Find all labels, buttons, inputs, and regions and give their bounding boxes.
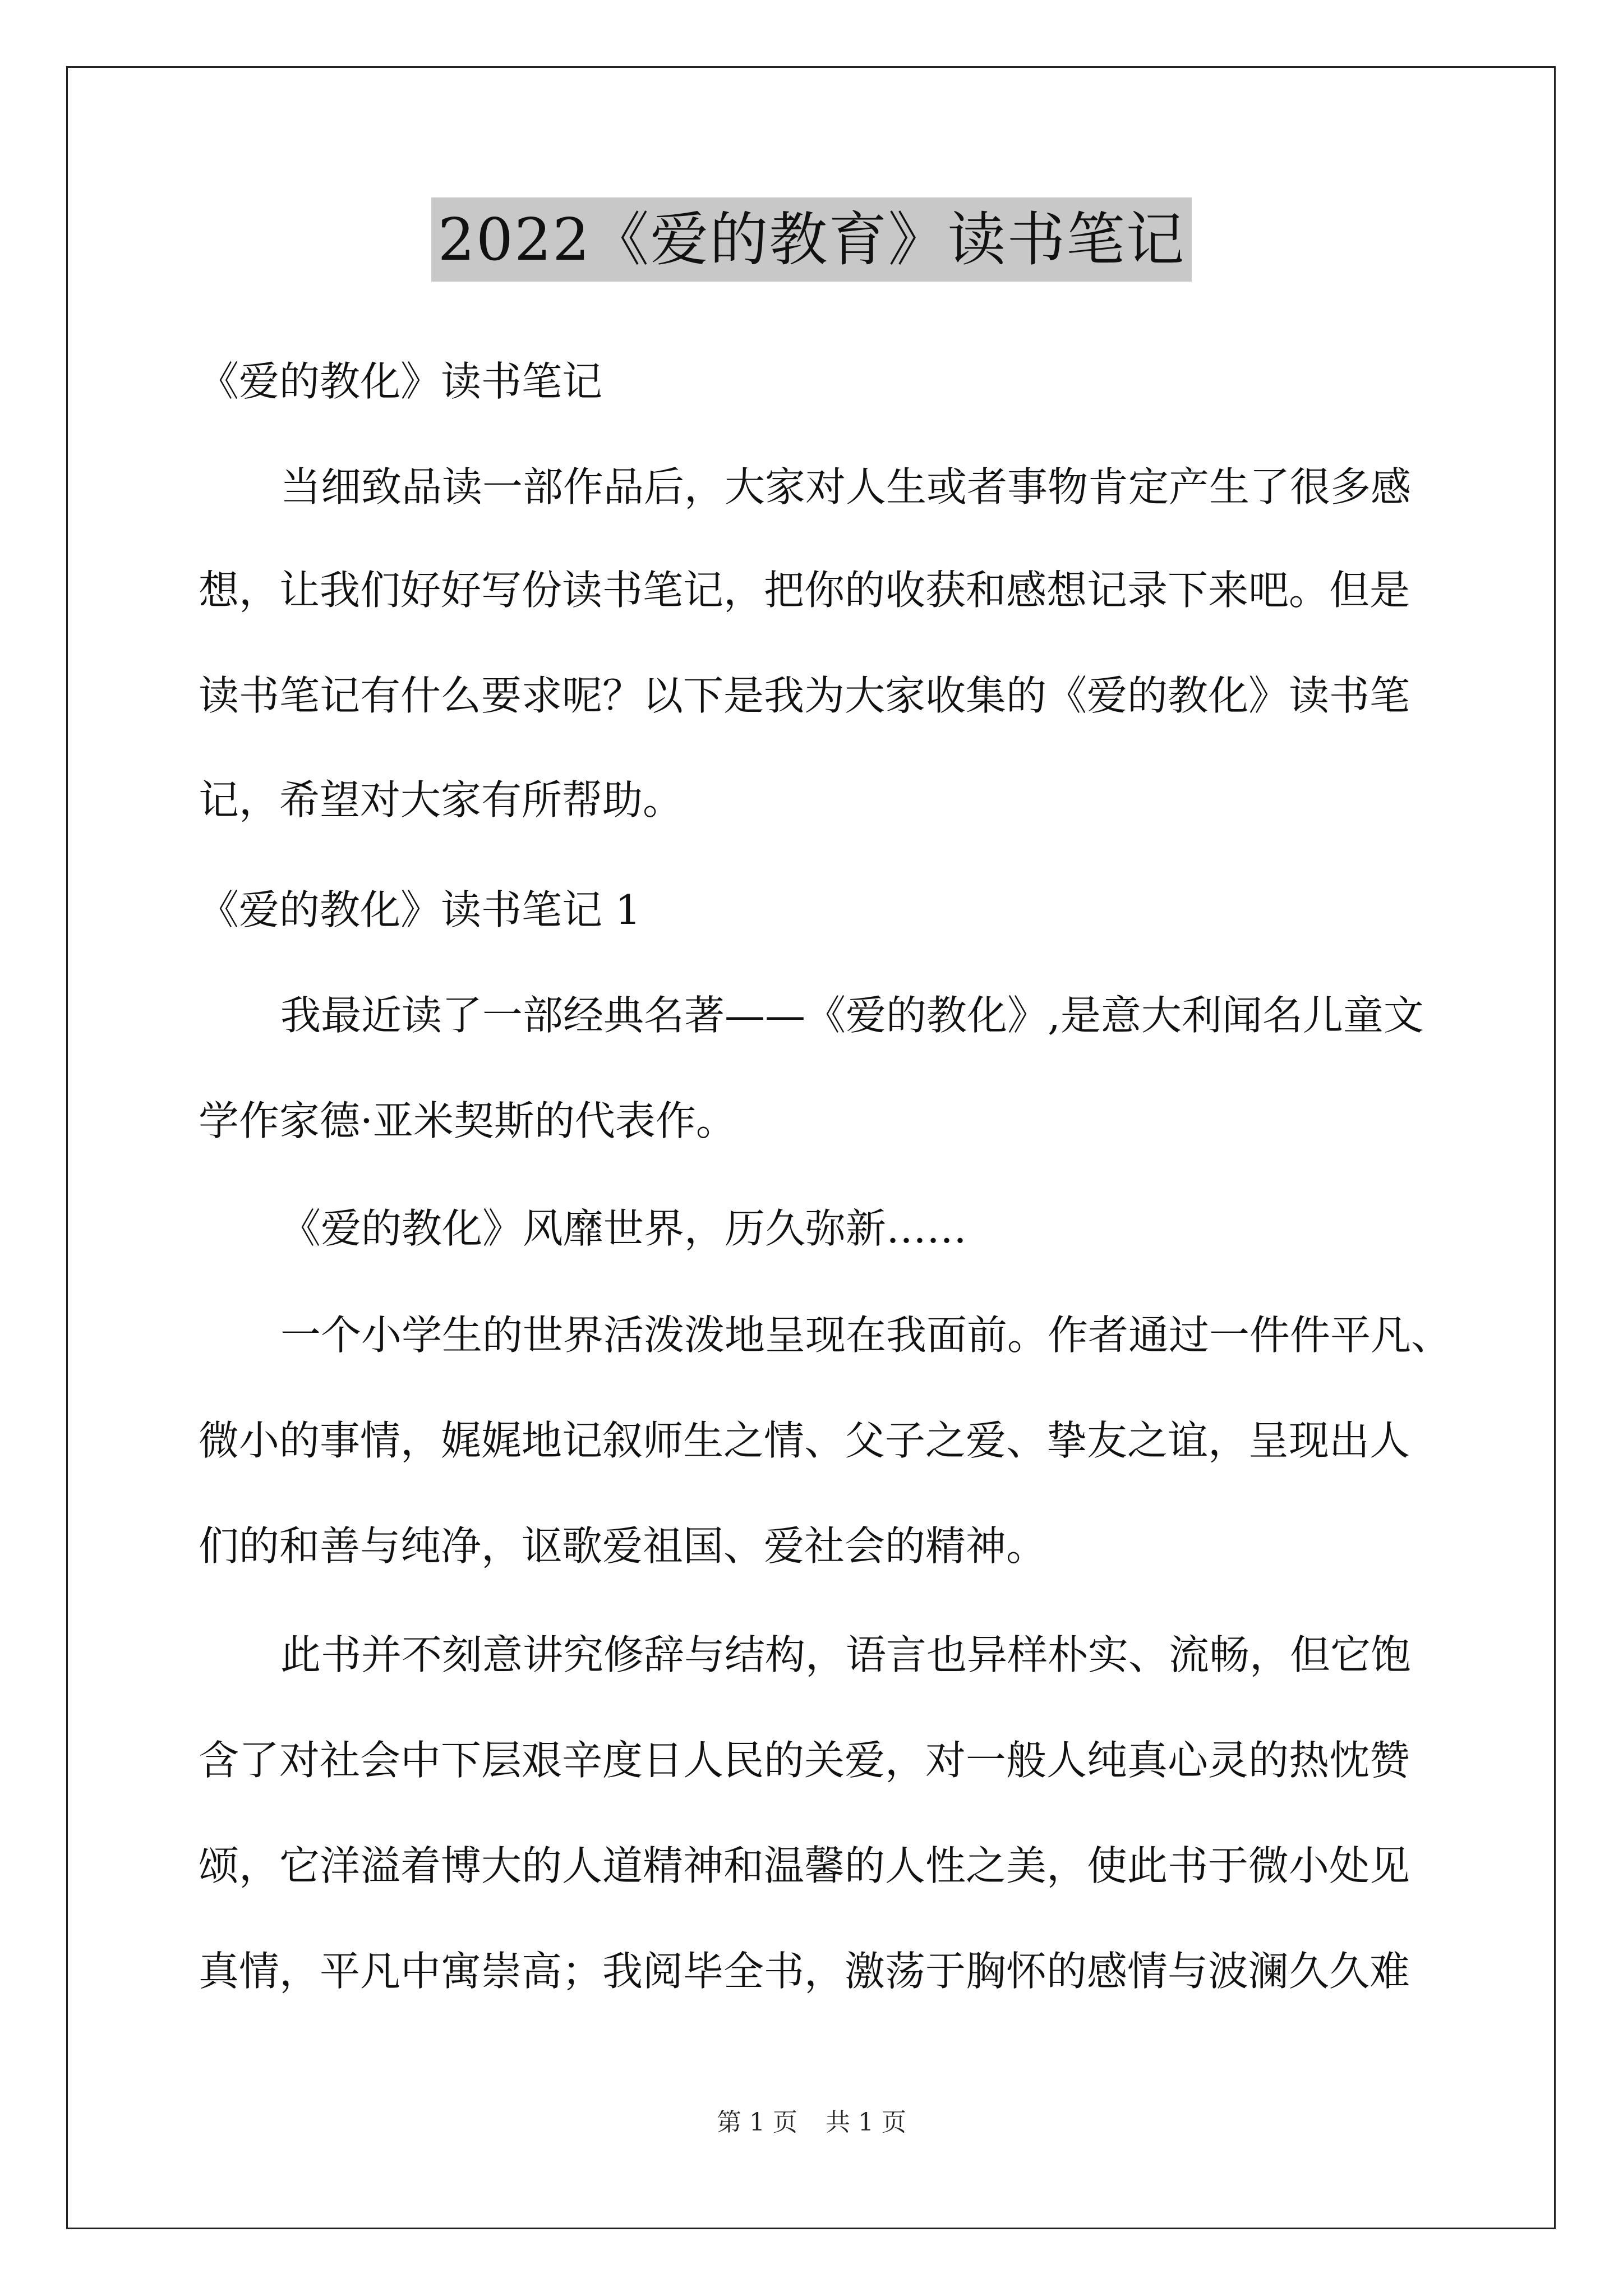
paragraph-line: 学作家德·亚米契斯的代表作。 [199, 1097, 736, 1144]
paragraph-line: 真情，平凡中寓崇高；我阅毕全书，激荡于胸怀的感情与波澜久久难 [199, 1948, 1410, 1995]
section-heading: 《爱的教化》读书笔记 [199, 358, 603, 405]
page-number: 第 1 页 [717, 2108, 797, 2137]
document-title: 2022《爱的教育》读书笔记 [431, 197, 1192, 282]
paragraph-line: 读书笔记有什么要求呢？以下是我为大家收集的《爱的教化》读书笔 [199, 672, 1410, 719]
section-heading: 《爱的教化》读书笔记 1 [199, 886, 641, 933]
page-footer [0, 2106, 1623, 2139]
page-total: 共 1 页 [826, 2108, 906, 2137]
paragraph-line: 此书并不刻意讲究修辞与结构，语言也异样朴实、流畅，但它饱 [280, 1631, 1412, 1678]
paragraph-line: 一个小学生的世界活泼泼地呈现在我面前。作者通过一件件平凡、 [280, 1312, 1452, 1359]
paragraph-line: 微小的事情，娓娓地记叙师生之情、父子之爱、挚友之谊，呈现出人 [199, 1417, 1410, 1464]
paragraph-line: 记，希望对大家有所帮助。 [199, 776, 684, 823]
paragraph-line: 《爱的教化》风靡世界，历久弥新…… [280, 1205, 967, 1252]
title-container [0, 197, 1623, 282]
paragraph-line: 们的和善与纯净，讴歌爱祖国、爱社会的精神。 [199, 1522, 1047, 1570]
paragraph-line: 想，让我们好好写份读书笔记，把你的收获和感想记录下来吧。但是 [199, 567, 1410, 614]
paragraph-line: 我最近读了一部经典名著——《爱的教化》,是意大利闻名儿童文 [280, 992, 1424, 1039]
paragraph-line: 当细致品读一部作品后，大家对人生或者事物肯定产生了很多感 [280, 463, 1412, 510]
paragraph-line: 颂，它洋溢着博大的人道精神和温馨的人性之美，使此书于微小处见 [199, 1842, 1410, 1889]
paragraph-line: 含了对社会中下层艰辛度日人民的关爱，对一般人纯真心灵的热忱赞 [199, 1737, 1410, 1784]
